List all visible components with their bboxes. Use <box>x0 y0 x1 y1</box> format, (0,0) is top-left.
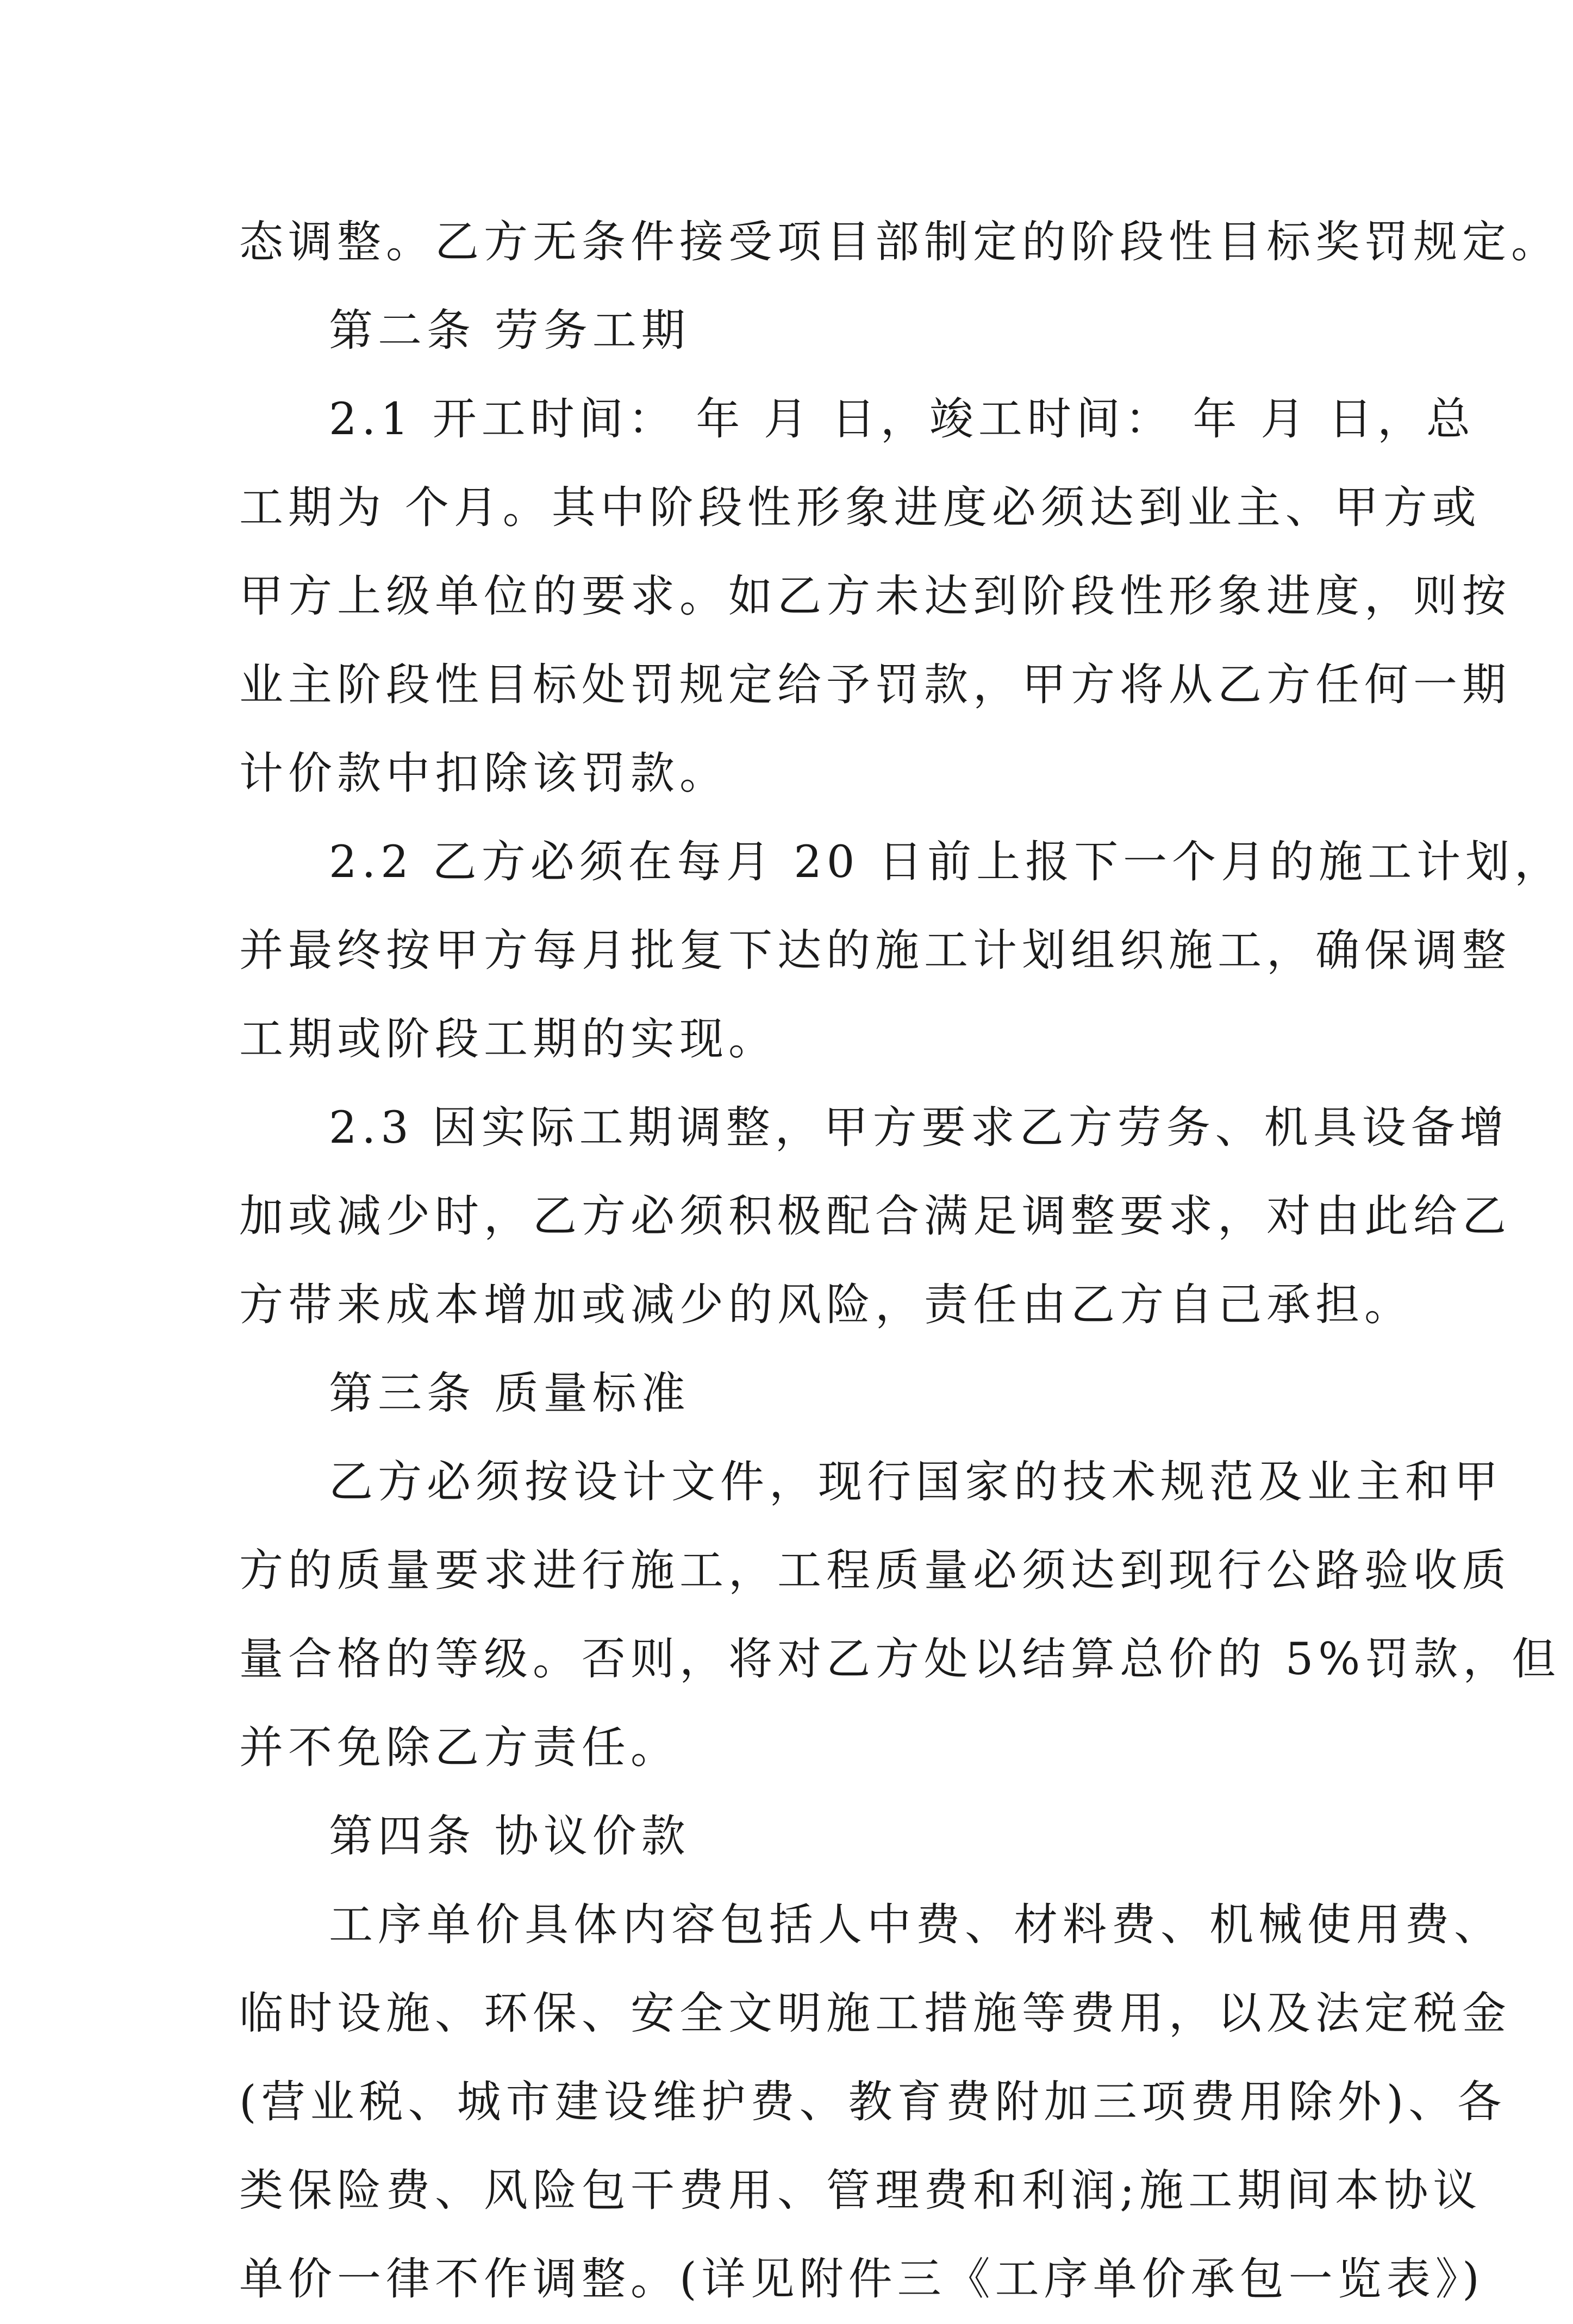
text-line: 单价一律不作调整。(详见附件三《工序单价承包一览表》) <box>239 2254 1484 2305</box>
text-line: 2.2 乙方必须在每月 20 日前上报下一个月的施工计划， <box>329 837 1564 888</box>
text-line: 临时设施、环保、安全文明施工措施等费用，以及法定税金 <box>239 1988 1512 2039</box>
text-line: 2.1 开工时间： 年 月 日，竣工时间： 年 月 日，总 <box>329 394 1476 445</box>
section-heading-labor-schedule: 第二条 劳务工期 <box>329 305 690 356</box>
text-line: 甲方上级单位的要求。如乙方未达到阶段性形象进度，则按 <box>239 571 1512 622</box>
section-heading-agreement-price: 第四条 协议价款 <box>329 1811 690 1862</box>
text-line: 方带来成本增加或减少的风险，责任由乙方自己承担。 <box>239 1280 1414 1331</box>
text-line: 乙方必须按设计文件，现行国家的技术规范及业主和甲 <box>329 1457 1503 1508</box>
text-line: 工期为 个月。其中阶段性形象进度必须达到业主、甲方或 <box>239 483 1481 534</box>
text-line: 态调整。乙方无条件接受项目部制定的阶段性目标奖罚规定。 <box>239 217 1560 268</box>
text-line: 工序单价具体内容包括人中费、材料费、机械使用费、 <box>329 1900 1503 1951</box>
text-line: 工期或阶段工期的实现。 <box>239 1014 778 1065</box>
text-line: 类保险费、风险包干费用、管理费和利润;施工期间本协议 <box>239 2165 1482 2216</box>
text-line: 并不免除乙方责任。 <box>239 1722 680 1774</box>
text-line: 量合格的等级。否则，将对乙方处以结算总价的 5%罚款，但 <box>239 1634 1561 1685</box>
contract-text-block <box>239 198 1564 2324</box>
text-line: (营业税、城市建设维护费、教育费附加三项费用除外)、各 <box>239 2077 1507 2128</box>
text-line: 方的质量要求进行施工，工程质量必须达到现行公路验收质 <box>239 1545 1512 1596</box>
text-line: 2.3 因实际工期调整，甲方要求乙方劳务、机具设备增 <box>329 1103 1509 1154</box>
section-heading-quality-standard: 第三条 质量标准 <box>329 1368 690 1419</box>
text-line: 加或减少时，乙方必须积极配合满足调整要求，对由此给乙 <box>239 1191 1512 1242</box>
text-line: 业主阶段性目标处罚规定给予罚款，甲方将从乙方任何一期 <box>239 660 1512 711</box>
text-line: 并最终按甲方每月批复下达的施工计划组织施工，确保调整 <box>239 925 1512 976</box>
text-line: 计价款中扣除该罚款。 <box>239 748 729 799</box>
